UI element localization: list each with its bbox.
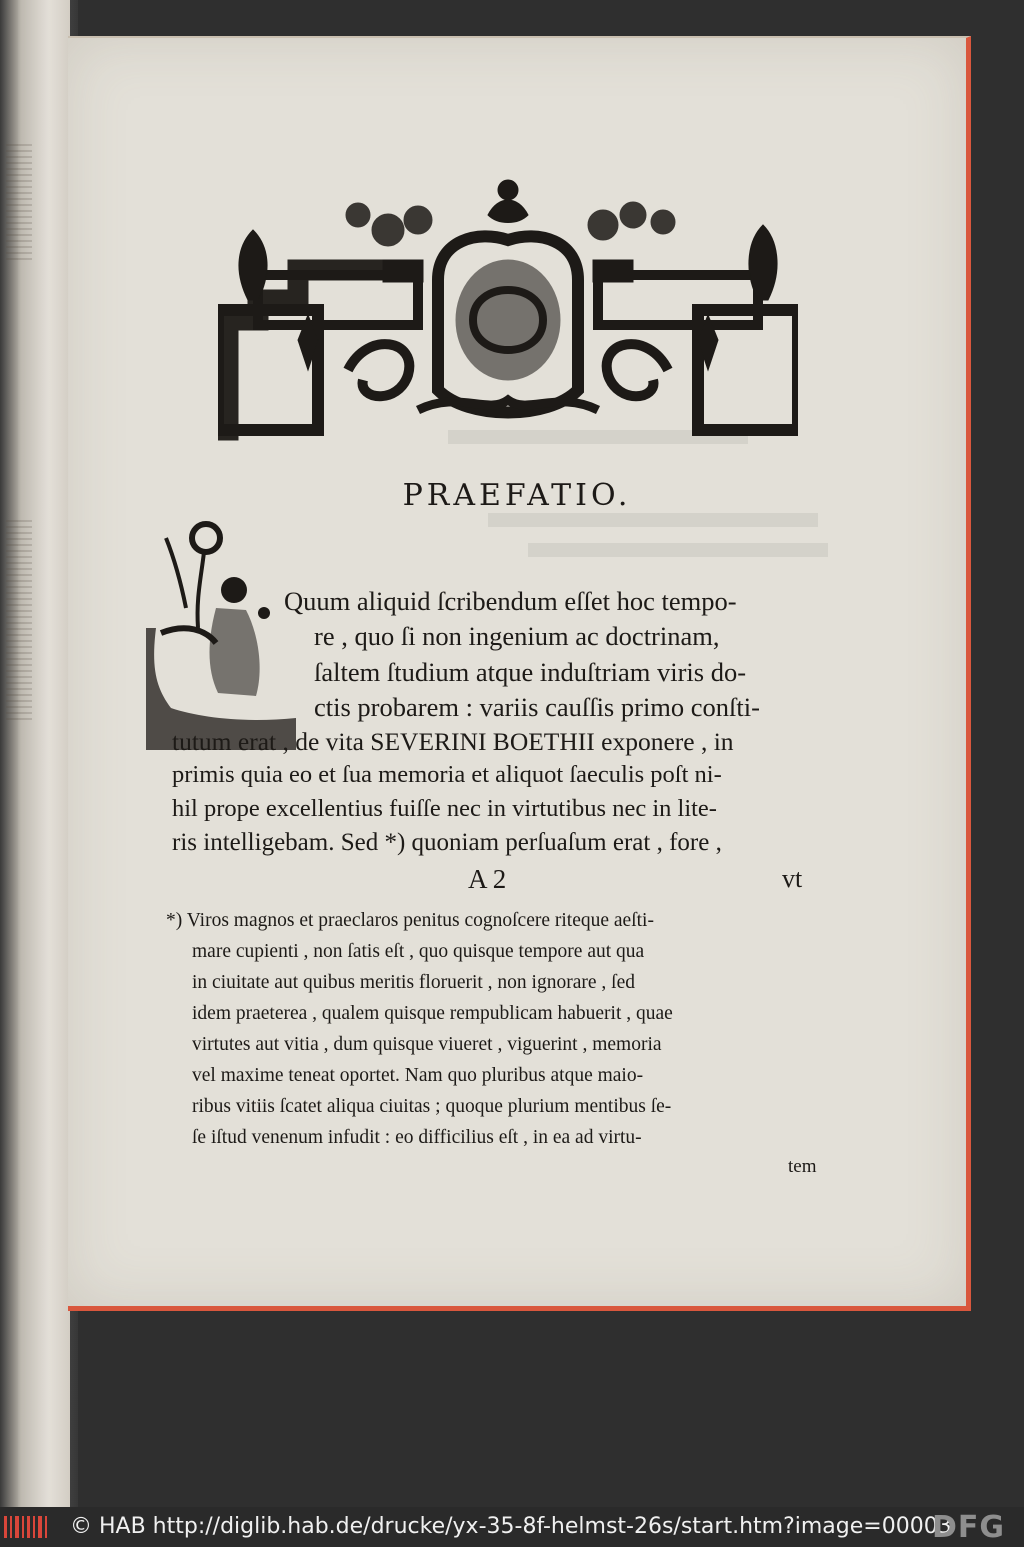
footnote-line: in ciuitate aut quibus meritis floruerit , non ignorare , ſed [192, 972, 635, 993]
book-page [68, 36, 971, 1311]
show-through [528, 543, 828, 557]
signature-mark: A 2 [468, 864, 507, 894]
page-title: PRAEFATIO. [402, 478, 632, 513]
text-line: hil prope excellentius fuiſſe nec in virtutibus nec in lite- [172, 795, 717, 822]
text-line: tutum erat , de vita SEVERINI BOETHII exponere , in [172, 727, 734, 756]
text-line: ſaltem ſtudium atque induſtriam viris do- [314, 657, 747, 687]
footnote-line: idem praeterea , qualem quisque rempublicam habuerit , quae [192, 1003, 673, 1024]
historiated-initial [146, 518, 302, 750]
copyright-url[interactable]: © HAB http://diglib.hab.de/drucke/yx-35-8f-helmst-26s/start.htm?image=00003 [70, 1514, 952, 1539]
text-line: Quum aliquid ſcribendum eſſet hoc tempo- [284, 586, 737, 616]
footnote-catchword: tem [788, 1156, 817, 1177]
footnote-line: ribus vitiis ſcatet aliqua ciuitas ; quoque plurium mentibus ſe- [192, 1096, 672, 1117]
footnote-line: *) Viros magnos et praeclaros penitus cognoſcere riteque aeſti- [166, 910, 654, 931]
footnote-line: vel maxime teneat oportet. Nam quo pluribus atque maio- [192, 1065, 644, 1086]
footer-bar [0, 1507, 1024, 1547]
ornamental-headpiece [218, 160, 798, 450]
show-through [488, 513, 818, 527]
footnote-line: mare cupienti , non ſatis eſt , quo quisque tempore aut qua [192, 941, 645, 962]
text-line: re , quo ſi non ingenium ac doctrinam, [314, 621, 720, 651]
text-line: ris intelligebam. Sed *) quoniam perſuaſum erat , fore , [172, 829, 722, 856]
barcode-bars-icon [4, 1516, 48, 1538]
text-line: ctis probarem : variis cauſſis primo conſti- [314, 692, 760, 722]
footnote-line: virtutes aut vitia , dum quisque viueret , viguerint , memoria [192, 1034, 662, 1055]
catchword: vt [782, 864, 803, 893]
footnote-line: ſe iſtud venenum infudit : eo difficilius eſt , in ea ad virtu- [192, 1127, 642, 1148]
dfg-logo: DFG [932, 1510, 1006, 1545]
text-line: primis quia eo et ſua memoria et aliquot ſaeculis poſt ni- [172, 761, 722, 788]
